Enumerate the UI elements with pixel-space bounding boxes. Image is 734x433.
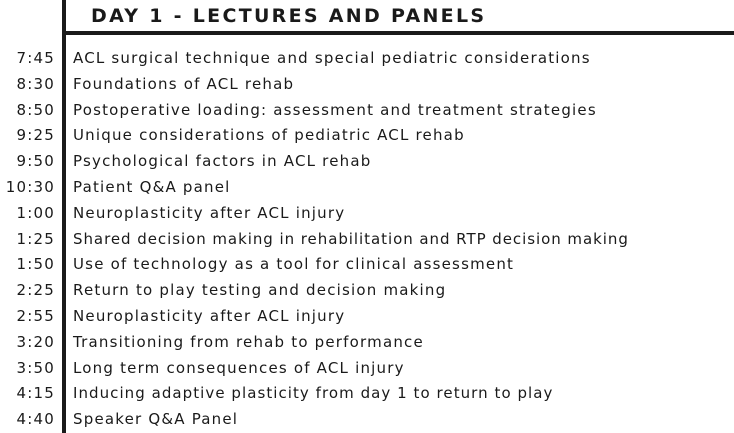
session-title: Use of technology as a tool for clinical assessment: [73, 255, 515, 274]
schedule-row: [0, 277, 734, 303]
session-title: Postoperative loading: assessment and treatment strategies: [73, 100, 597, 119]
session-time: 1:00: [16, 203, 55, 222]
section-heading: DAY 1 - LECTURES AND PANELS: [91, 5, 487, 27]
schedule-row: [0, 148, 734, 174]
session-title: ACL surgical technique and special pediatric considerations: [73, 49, 591, 67]
schedule-row: [0, 71, 734, 97]
session-title: Return to play testing and decision making: [73, 281, 447, 300]
session-title: Neuroplasticity after ACL injury: [73, 306, 346, 325]
session-title: Inducing adaptive plasticity from day 1 to return to play: [73, 384, 554, 403]
session-title: Shared decision making in rehabilitation and RTP decision making: [73, 229, 629, 248]
schedule-row: [0, 97, 734, 123]
schedule-row: [0, 174, 734, 200]
session-time: 8:50: [16, 100, 55, 119]
schedule-row: [0, 355, 734, 381]
session-time: 9:25: [16, 126, 55, 145]
session-time: 4:15: [16, 384, 55, 403]
schedule-row: [0, 200, 734, 226]
session-time: 8:30: [16, 74, 55, 93]
schedule-row: [0, 303, 734, 329]
schedule-row: [0, 329, 734, 355]
session-title: Long term consequences of ACL injury: [73, 358, 405, 377]
session-title: Neuroplasticity after ACL injury: [73, 203, 346, 222]
session-time: 3:50: [16, 358, 55, 377]
session-time: 2:25: [16, 281, 55, 300]
schedule-row: [0, 45, 734, 71]
session-title: Transitioning from rehab to performance: [73, 332, 424, 351]
session-time: 4:40: [16, 410, 55, 429]
session-time: 1:50: [16, 255, 55, 274]
session-time: 3:20: [16, 332, 55, 351]
session-title: Psychological factors in ACL rehab: [73, 152, 372, 171]
session-title: Speaker Q&A Panel: [73, 410, 239, 429]
session-time: 2:55: [16, 306, 55, 325]
session-title: Foundations of ACL rehab: [73, 74, 295, 93]
session-time: 9:50: [16, 152, 55, 171]
schedule-row: [0, 251, 734, 277]
header-underline: [62, 31, 734, 35]
session-time: 7:45: [16, 49, 55, 67]
session-title: Unique considerations of pediatric ACL rehab: [73, 126, 465, 145]
schedule-row: [0, 380, 734, 406]
session-title: Patient Q&A panel: [73, 177, 231, 196]
schedule-row: [0, 226, 734, 252]
schedule-list: [0, 45, 734, 432]
schedule-row: [0, 122, 734, 148]
session-time: 10:30: [5, 177, 55, 196]
session-time: 1:25: [16, 229, 55, 248]
schedule-row: [0, 406, 734, 432]
